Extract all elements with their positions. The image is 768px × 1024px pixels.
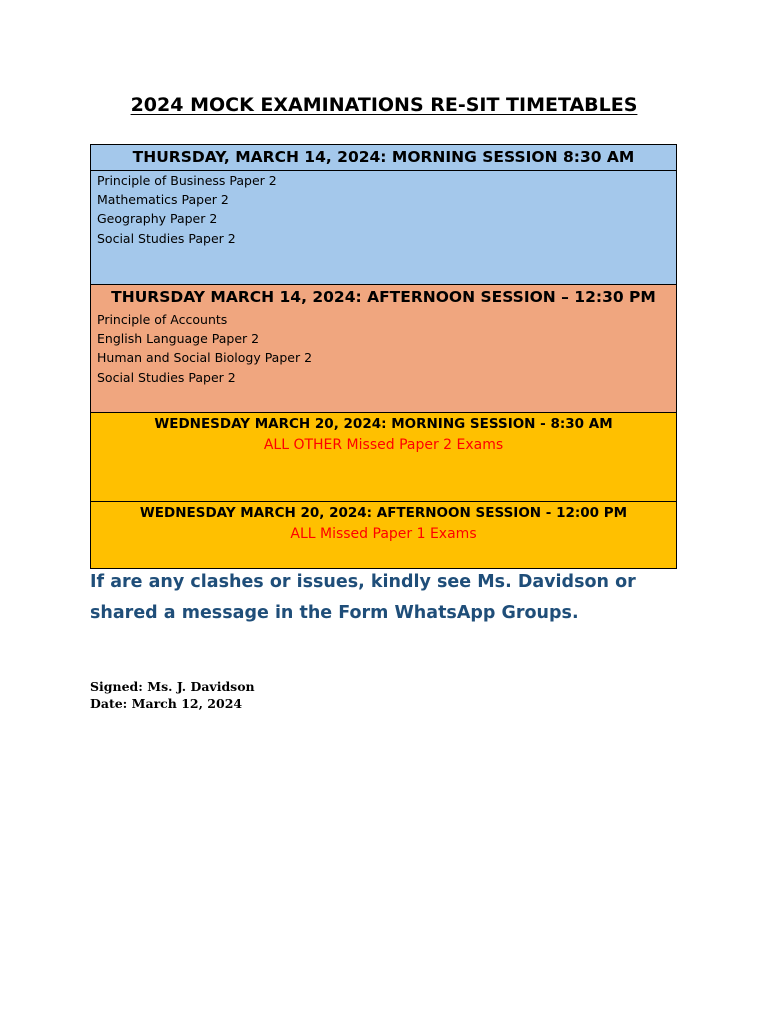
- exam-item: Human and Social Biology Paper 2: [97, 350, 313, 366]
- exam-item: Social Studies Paper 2: [97, 230, 236, 246]
- session-note: ALL Missed Paper 1 Exams: [290, 526, 477, 542]
- exam-item: English Language Paper 2: [97, 331, 260, 347]
- session-thursday-morning: [91, 145, 676, 284]
- signed-date: Date: March 12, 2024: [90, 696, 243, 711]
- session-wednesday-afternoon: [91, 501, 676, 568]
- signed-by: Signed: Ms. J. Davidson: [90, 679, 255, 694]
- session-heading: THURSDAY MARCH 14, 2024: AFTERNOON SESSION – 12:30 PM: [111, 288, 656, 306]
- exam-item: Mathematics Paper 2: [97, 192, 229, 208]
- exam-item: Principle of Business Paper 2: [97, 173, 277, 188]
- notice-line: If are any clashes or issues, kindly see Ms. Davidson or: [90, 572, 636, 592]
- session-heading: WEDNESDAY MARCH 20, 2024: MORNING SESSION - 8:30 AM: [154, 416, 613, 432]
- exam-list: [91, 310, 676, 387]
- session-thursday-afternoon: [91, 284, 676, 412]
- exam-item: Geography Paper 2: [97, 211, 218, 227]
- session-heading: WEDNESDAY MARCH 20, 2024: AFTERNOON SESSION - 12:00 PM: [139, 505, 628, 521]
- exam-list: [91, 171, 676, 248]
- session-note: ALL OTHER Missed Paper 2 Exams: [263, 437, 504, 453]
- notice-line: shared a message in the Form WhatsApp Groups.: [90, 603, 579, 623]
- timetable: [90, 144, 677, 569]
- session-wednesday-morning: [91, 412, 676, 501]
- document-title: 2024 MOCK EXAMINATIONS RE-SIT TIMETABLES: [130, 94, 638, 116]
- exam-item: Principle of Accounts: [97, 312, 228, 327]
- clash-notice: [90, 567, 690, 629]
- exam-item: Social Studies Paper 2: [97, 369, 236, 385]
- signature-block: [90, 678, 255, 712]
- session-heading: THURSDAY, MARCH 14, 2024: MORNING SESSION 8:30 AM: [91, 145, 676, 171]
